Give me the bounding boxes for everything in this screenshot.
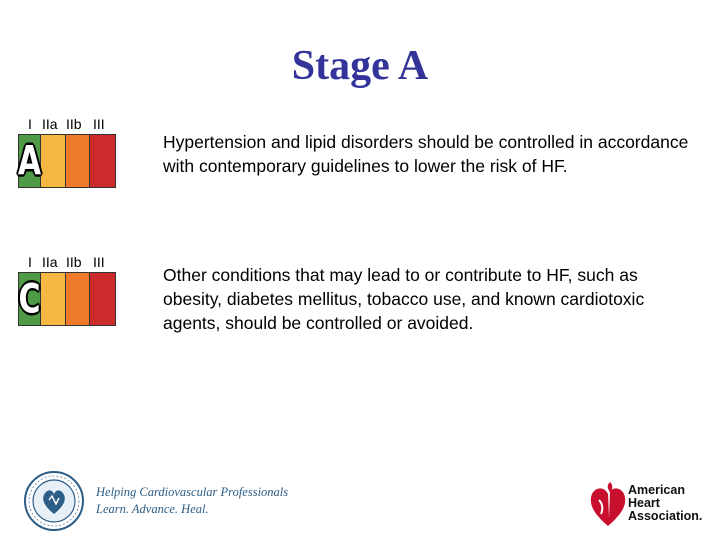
evidence-level-letter: C: [18, 275, 41, 323]
class-iib-segment: [66, 273, 90, 325]
page-title: Stage A: [291, 43, 429, 89]
class-iia-segment: [41, 135, 66, 187]
aha-line1: American: [628, 483, 685, 497]
recommendation-text-2: Other conditions that may lead to or contribute to HF, such as obesity, diabetes mellitus, tobacco use, and known cardiotoxic agents, should be controlled or avoided.: [163, 265, 645, 333]
class-i-segment: [19, 135, 41, 187]
class-bar: [18, 134, 116, 188]
class-label-iib: IIb: [66, 254, 82, 270]
acc-tagline-line1: Helping Cardiovascular Professionals: [96, 485, 289, 499]
class-label-i: I: [28, 254, 32, 270]
class-i-segment: [19, 273, 41, 325]
class-bar: [18, 272, 116, 326]
class-label-iii: III: [93, 254, 105, 270]
acc-seal-logo: [22, 470, 86, 532]
class-labels: [28, 254, 138, 270]
class-label-i: I: [28, 116, 32, 132]
class-iii-segment: [90, 273, 115, 325]
aha-heart-torch-icon: [588, 478, 628, 528]
class-label-iia: IIa: [42, 116, 58, 132]
class-label-iii: III: [93, 116, 105, 132]
aha-wordmark: [628, 484, 702, 523]
acc-tagline: [96, 484, 288, 518]
class-iib-segment: [66, 135, 90, 187]
evidence-level-letter: A: [17, 137, 42, 185]
class-label-iib: IIb: [66, 116, 82, 132]
recommendation-text-1: Hypertension and lipid disorders should be controlled in accordance with contemporary guidelines to lower the risk of HF.: [163, 132, 689, 176]
acc-tagline-line2: Learn. Advance. Heal.: [96, 502, 209, 516]
class-label-iia: IIa: [42, 254, 58, 270]
aha-line3: Association.: [628, 509, 703, 523]
class-iii-segment: [90, 135, 115, 187]
aha-line2: Heart: [628, 496, 660, 510]
class-iia-segment: [41, 273, 66, 325]
class-labels: [28, 116, 138, 132]
